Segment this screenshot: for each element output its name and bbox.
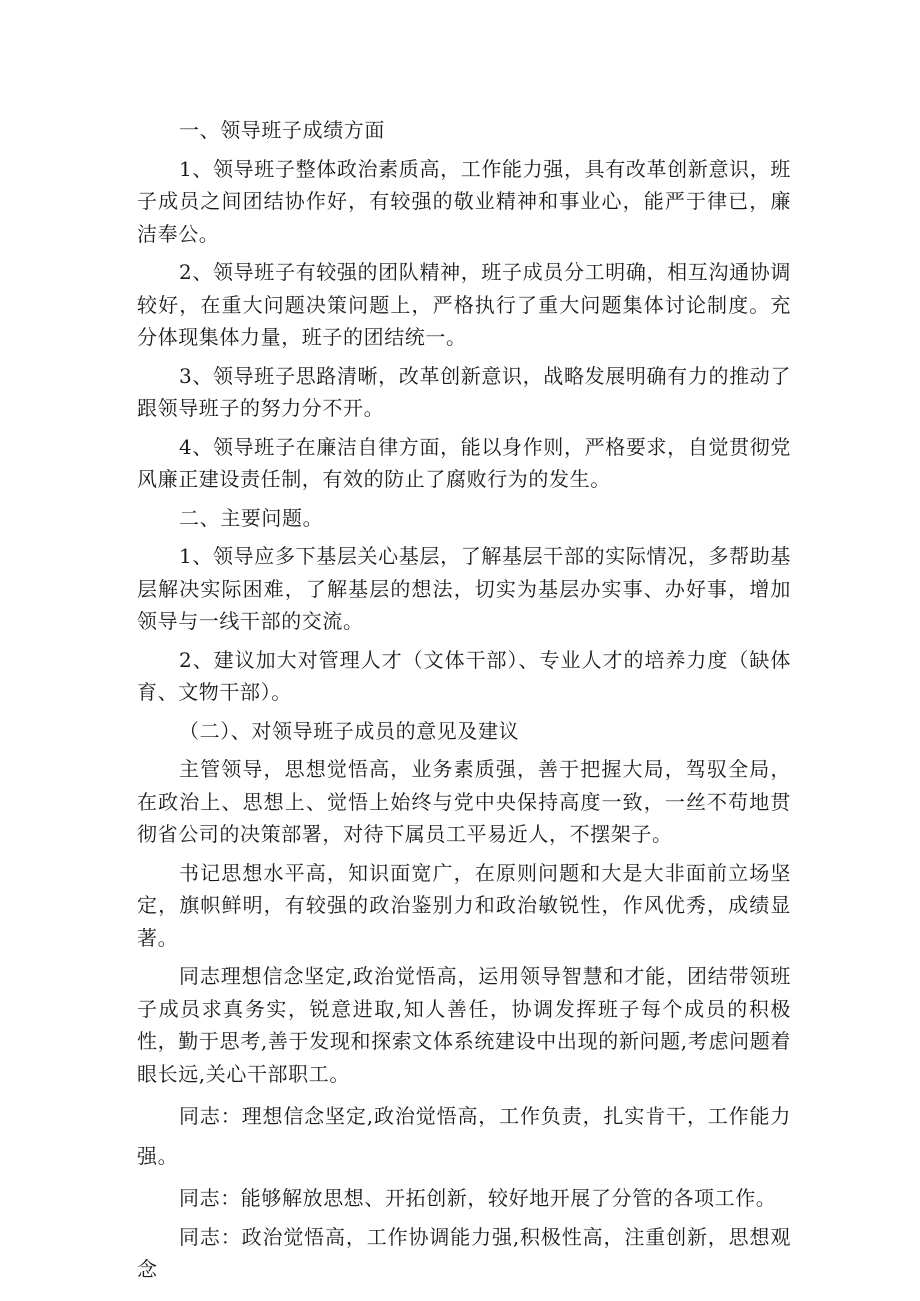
- section-heading-problems: 二、主要问题。: [179, 505, 324, 530]
- section-heading-member-opinions: （二）、对领导班子成员的意见及建议: [179, 718, 520, 743]
- paragraph-opinion-secretary: 书记思想水平高，知识面宽广，在原则问题和大是大非面前立场坚定，旗帜鲜明，有较强的政治鉴别力和政治敏锐性，作风优秀，成绩显著。: [137, 860, 791, 950]
- paragraph-opinion-leader: 主管领导，思想觉悟高，业务素质强，善于把握大局，驾驭全局，在政治上、思想上、觉悟上始终与党中央保持高度一致，一丝不苟地贯彻省公司的决策部署，对待下属员工平易近人，不摆架子。: [137, 757, 791, 846]
- paragraph-achievement-1: 1、领导班子整体政治素质高，工作能力强，具有改革创新意识，班子成员之间团结协作好，有较强的敬业精神和事业心，能严于律已，廉洁奉公。: [137, 156, 791, 246]
- paragraph-opinion-comrade-2: 同志：理想信念坚定,政治觉悟高，工作负责，扎实肯干，工作能力强。: [137, 1104, 791, 1168]
- paragraph-problem-1: 1、领导应多下基层关心基层，了解基层干部的实际情况，多帮助基层解决实际困难，了解基层的想法，切实为基层办实事、办好事，增加领导与一线干部的交流。: [137, 544, 791, 633]
- paragraph-problem-2: 2、建议加大对管理人才（文体干部）、专业人才的培养力度（缺体育、文物干部）。: [137, 647, 791, 704]
- paragraph-opinion-comrade-3: 同志：能够解放思想、开拓创新，较好地开展了分管的各项工作。: [179, 1186, 777, 1210]
- paragraph-achievement-4: 4、领导班子在廉洁自律方面，能以身作则，严格要求，自觉贯彻党风廉正建设责任制，有效的防止了腐败行为的发生。: [137, 434, 791, 491]
- section-heading-achievements: 一、领导班子成绩方面: [179, 118, 385, 142]
- paragraph-achievement-3: 3、领导班子思路清晰，改革创新意识，战略发展明确有力的推动了跟领导班子的努力分不开。: [137, 363, 791, 420]
- paragraph-achievement-2: 2、领导班子有较强的团队精神，班子成员分工明确，相互沟通协调较好，在重大问题决策问题上，严格执行了重大问题集体讨论制度。充分体现集体力量，班子的团结统一。: [137, 260, 791, 349]
- paragraph-opinion-comrade-1: 同志理想信念坚定,政治觉悟高，运用领导智慧和才能，团结带领班子成员求真务实，锐意进取,知人善任，协调发挥班子每个成员的积极性，勤于思考,善于发现和探索文体系统建设中出现的新问题,考虑问题着眼长远,关心干部职工。: [137, 964, 791, 1086]
- document-body: [137, 114, 791, 1286]
- paragraph-opinion-comrade-4: 同志：政治觉悟高，工作协调能力强,积极性高，注重创新，思想观念: [137, 1224, 791, 1281]
